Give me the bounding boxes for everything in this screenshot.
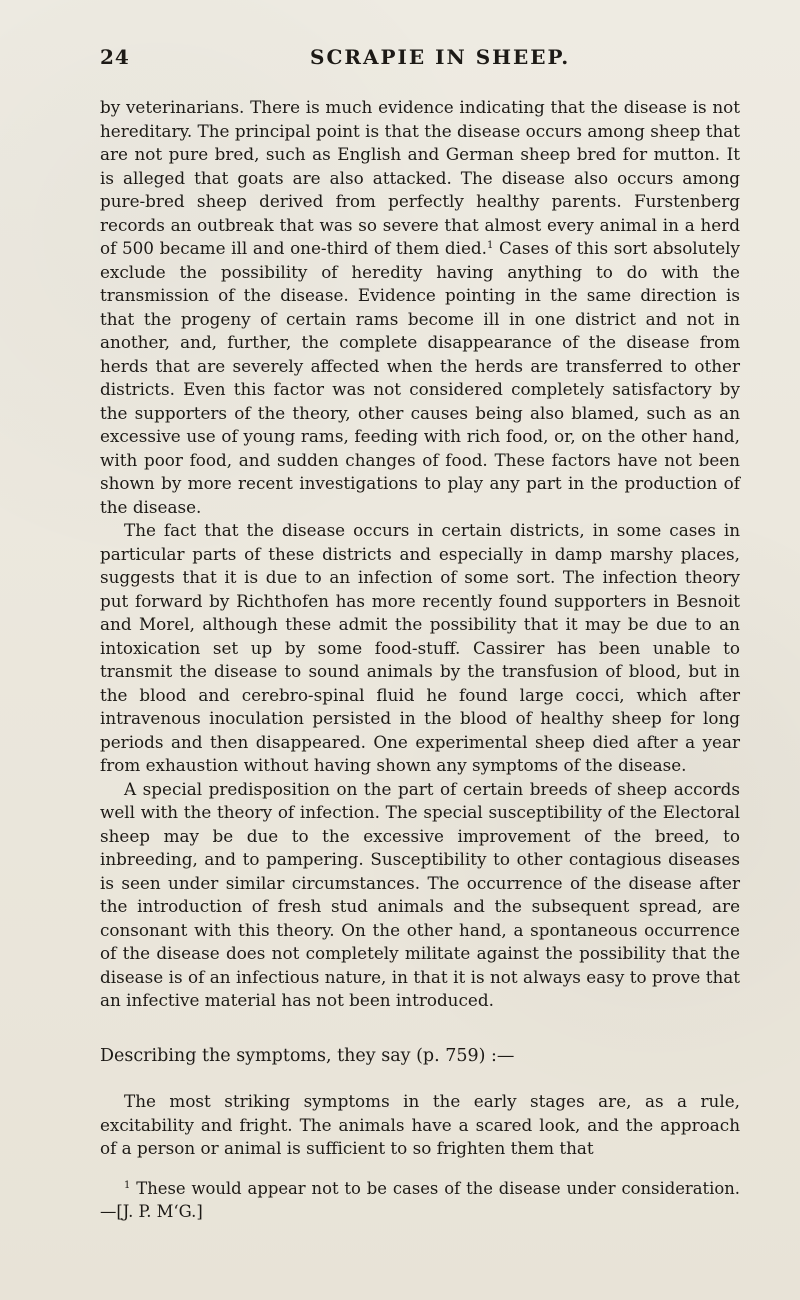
paragraph-heredity-text-b: Cases of this sort absolutely exclude the possibility of heredity having anything to do with the transmission of the disease. Evidence pointing in the same direction is that the progeny of certain rams become ill in one district and not in another, and, further, the complete disappearance of the disease from herds that are severely affected when the herds are transferred to other districts. Even this factor was not considered completely satisfactory by the supporters of the theory, other causes being also blamed, such as an excessive use of young rams, feeding with rich food, or, on the other hand, with poor food, and sudden changes of food. These factors have not been shown by more recent investigations to play any part in the production of the disease. bbox=[100, 238, 740, 517]
footnote-reference: 1 bbox=[486, 240, 494, 251]
paragraph-breed-predisposition: A special predisposition on the part of certain breeds of sheep accords well with the theory of infection. The special susceptibility of the Electoral sheep may be due to the excessive improvement of the breed, to inbreeding, and to pampering. Susceptibility to other contagious diseases is seen under similar circumstances. The occurrence of the disease after the introduction of fresh stud animals and the subsequent spread, are consonant with this theory. On the other hand, a spontaneous occurrence of the disease does not completely militate against the possibility that the disease is of an infectious nature, in that it is not always easy to prove that an infective material has not been introduced. bbox=[100, 778, 740, 1010]
paragraph-symptoms: The most striking symptoms in the early stages are, as a rule, excitability and fright. The animals have a scared look, and the approach of a person or animal is sufficient to so frighten them that bbox=[100, 1091, 740, 1158]
paragraph-infection-theory: The fact that the disease occurs in certain districts, in some cases in particular parts of these districts and especially in damp marshy places, suggests that it is due to an infection of some sort. The infection theory put forward by Richthofen has more recently found supporters in Besnoit and Morel, although these admit the possibility that it may be due to an intoxication set up by some food-stuff. Cassirer has been unable to transmit the disease to sound animals by the transfusion of blood, but in the blood and cerebro-spinal fluid he found large cocci, which after intravenous inoculation persisted in the blood of healthy sheep for long periods and then disappeared. One experimental sheep died after a year from exhaustion without having shown any symptoms of the disease. bbox=[100, 520, 740, 775]
paragraph-heredity-text-a: by veterinarians. There is much evidence indicating that the disease is not hereditary. The principal point is that the disease occurs among sheep that are not pure bred, such as English and German sheep bred for mutton. It is alleged that goats are also attacked. The disease also occurs among pure-bred sheep derived from perfectly healthy parents. Furstenberg records an outbreak that was so severe that almost every animal in a herd of 500 became ill and one-third of them died. bbox=[100, 97, 740, 258]
running-head bbox=[100, 45, 740, 77]
footnote-text: These would appear not to be cases of the disease under consideration. —[J. P. M‘G.] bbox=[100, 1178, 740, 1221]
symptoms-introduction: Describing the symptoms, they say (p. 759) :— bbox=[100, 1045, 515, 1066]
paragraph-heredity bbox=[100, 96, 740, 519]
page-number: 24 bbox=[100, 45, 130, 69]
footnote bbox=[100, 1177, 740, 1223]
running-title: SCRAPIE IN SHEEP. bbox=[310, 45, 571, 69]
footnote-mark: 1 bbox=[124, 1179, 131, 1191]
main-text bbox=[100, 96, 740, 1223]
